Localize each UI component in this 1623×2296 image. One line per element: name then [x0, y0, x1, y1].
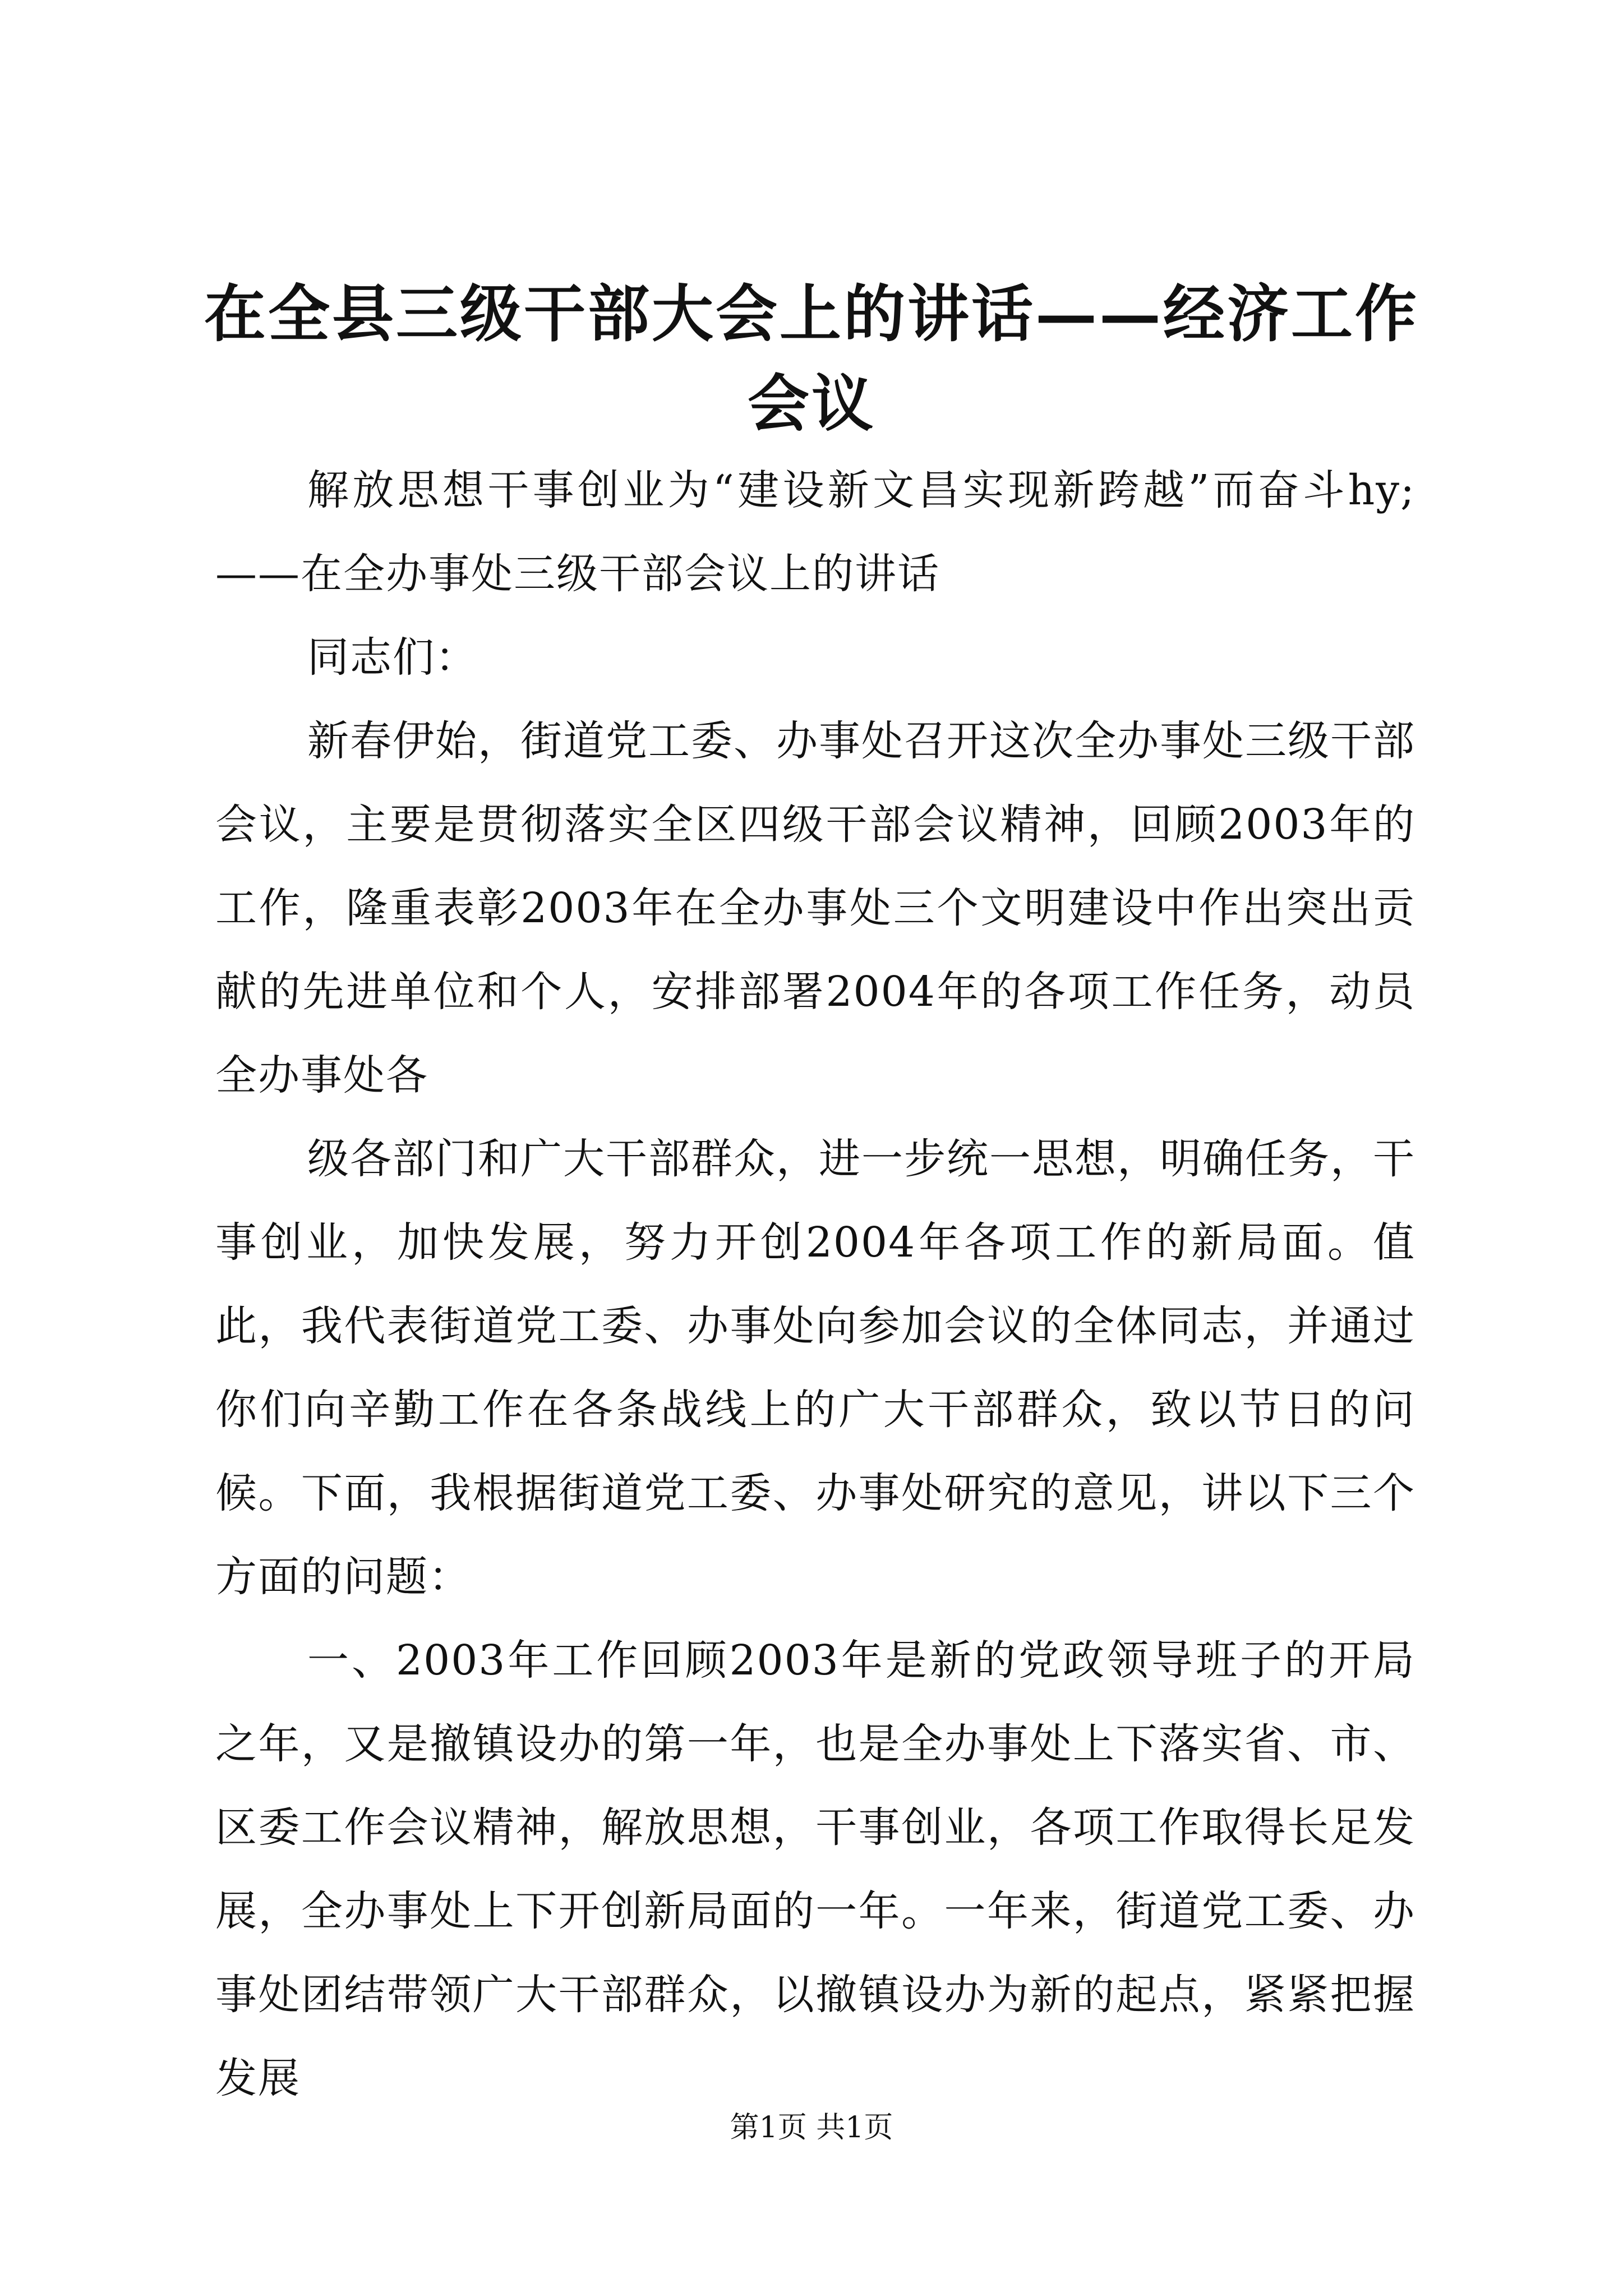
document-body — [215, 449, 1415, 2120]
document-title: 在全县三级干部大会上的讲话——经济工作会议 — [204, 278, 1419, 440]
paragraph-subtitle: 解放思想干事创业为“建设新文昌实现新跨越”而奋斗hy;——在全办事处三级干部会议上的讲话 — [215, 466, 1415, 598]
paragraph-opening: 新春伊始，街道党工委、办事处召开这次全办事处三级干部会议，主要是贯彻落实全区四级干部会议精神，回顾2003年的工作，隆重表彰2003年在全办事处三个文明建设中作出突出贡献的先进单位和个人，安排部署2004年的各项工作任务，动员全办事处各 — [215, 717, 1415, 1099]
paragraph-greeting: 级各部门和广大干部群众，进一步统一思想，明确任务，干事创业，加快发展，努力开创2004年各项工作的新局面。值此，我代表街道党工委、办事处向参加会议的全体同志，并通过你们向辛勤工作在各条战线上的广大干部群众，致以节日的问候。下面，我根据街道党工委、办事处研究的意见，讲以下三个方面的问题： — [215, 1135, 1415, 1601]
paragraph-salutation: 同志们： — [307, 633, 478, 682]
paragraph-review: 一、2003年工作回顾2003年是新的党政领导班子的开局之年，又是撤镇设办的第一年，也是全办事处上下落实省、市、区委工作会议精神，解放思想，干事创业，各项工作取得长足发展，全办事处上下开创新局面的一年。一年来，街道党工委、办事处团结带领广大干部群众，以撤镇设办为新的起点，紧紧把握发展 — [215, 1636, 1415, 2102]
page-footer: 第1页 共1页 — [730, 2111, 893, 2145]
